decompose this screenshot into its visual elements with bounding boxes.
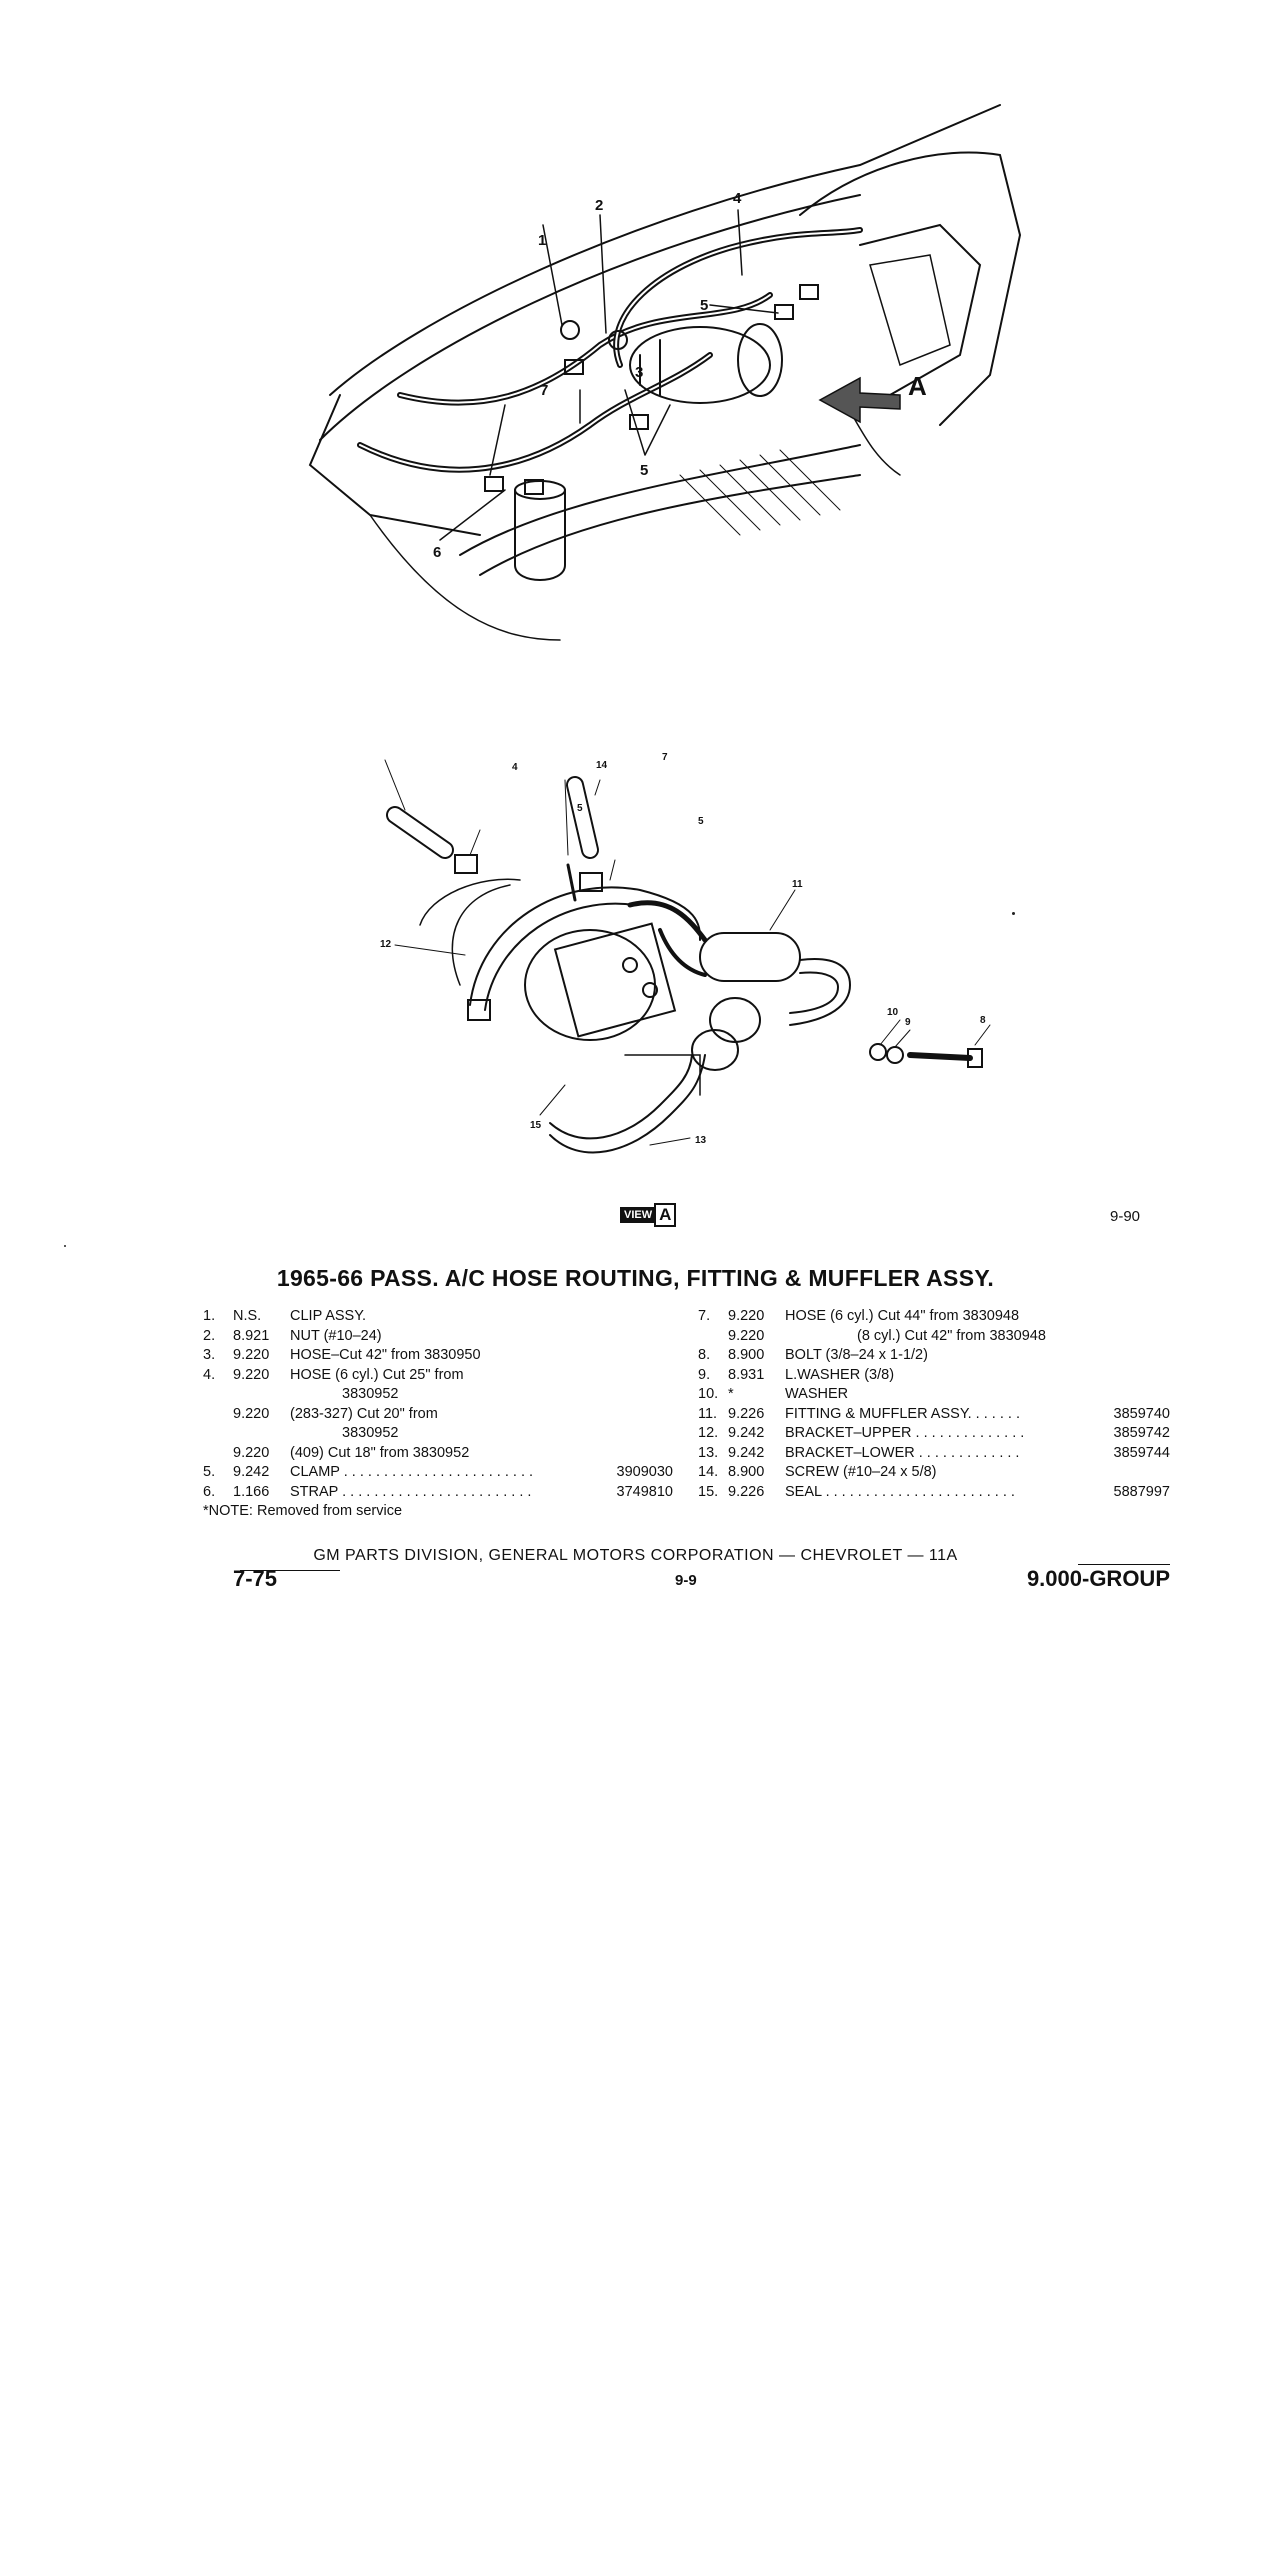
- item-number: [203, 1405, 233, 1425]
- item-code: 9.242: [233, 1464, 270, 1480]
- callout-1: 1: [538, 232, 547, 249]
- callout-4: 4: [733, 190, 742, 207]
- part-number: [601, 1424, 673, 1444]
- footer-rule-right: [1078, 1564, 1170, 1565]
- view-marker-a: A: [908, 371, 927, 401]
- item-description: (8 cyl.) Cut 42" from 3830948: [857, 1327, 1046, 1344]
- item-code: 1.166: [233, 1483, 270, 1500]
- item-number: 8.: [698, 1347, 711, 1363]
- part-row: [203, 1483, 673, 1503]
- part-number: [601, 1366, 673, 1386]
- item-code: 9.220: [233, 1347, 270, 1363]
- item-number: 14.: [698, 1464, 719, 1480]
- callout-5a: 5: [700, 297, 709, 314]
- page-number-left: 7-75: [233, 1566, 278, 1591]
- callout-b-13: 13: [695, 1135, 707, 1146]
- callout-overlay-5: 5: [577, 803, 583, 814]
- item-description: BRACKET–UPPER . . . . . . . . . . . . . .: [785, 1425, 1025, 1441]
- callout-b-10: 10: [887, 1007, 899, 1018]
- part-row: [698, 1424, 1170, 1444]
- callout-6: 6: [433, 544, 442, 561]
- item-code: 9.220: [233, 1405, 270, 1422]
- part-number: 3859744: [1113, 1444, 1170, 1461]
- item-code: 9.220: [728, 1308, 765, 1324]
- part-number: [1098, 1385, 1170, 1405]
- item-description: HOSE (6 cyl.) Cut 44" from 3830948: [785, 1308, 1020, 1324]
- item-description: STRAP . . . . . . . . . . . . . . . . . . . . . . . .: [290, 1483, 532, 1500]
- part-row: [203, 1327, 673, 1347]
- item-number: 7.: [698, 1308, 711, 1324]
- item-number: 13.: [698, 1444, 719, 1461]
- part-row: [698, 1385, 1170, 1405]
- part-row-continued: [203, 1405, 673, 1425]
- item-code: 8.900: [728, 1464, 765, 1480]
- part-row-continued: [203, 1444, 673, 1464]
- item-code: 9.242: [728, 1425, 765, 1441]
- item-number: [203, 1424, 233, 1444]
- item-description: HOSE (6 cyl.) Cut 25" from: [290, 1366, 464, 1383]
- item-number: [203, 1444, 233, 1464]
- item-number: 3.: [203, 1347, 216, 1363]
- item-description: L.WASHER (3/8): [785, 1366, 895, 1383]
- part-row-continued: [203, 1424, 673, 1444]
- part-number: 3859740: [1113, 1405, 1170, 1422]
- item-code: 9.226: [728, 1405, 765, 1422]
- item-description: 3830952: [342, 1425, 399, 1441]
- view-label: VIEW: [620, 1207, 656, 1223]
- item-number: [203, 1385, 233, 1405]
- item-number: 4.: [203, 1366, 216, 1383]
- callout-b-12: 12: [380, 939, 392, 950]
- callout-overlay-14: 14: [596, 760, 608, 771]
- item-number: 6.: [203, 1483, 216, 1500]
- item-number: 12.: [698, 1425, 719, 1441]
- part-number: [601, 1444, 673, 1464]
- callout-7: 7: [540, 382, 549, 399]
- part-row: [203, 1346, 673, 1366]
- part-row: [698, 1346, 1170, 1366]
- part-number: [601, 1307, 673, 1327]
- item-description: CLAMP . . . . . . . . . . . . . . . . . . . . . . . .: [290, 1464, 534, 1480]
- part-row: [698, 1483, 1170, 1503]
- part-row: [698, 1444, 1170, 1464]
- item-description: WASHER: [785, 1386, 849, 1402]
- figure-number: 9-90: [1110, 1208, 1141, 1225]
- part-number: [601, 1385, 673, 1405]
- item-code: 8.921: [233, 1327, 270, 1344]
- footer-division: GM PARTS DIVISION, GENERAL MOTORS CORPORATION — CHEVROLET — 11A: [313, 1547, 958, 1564]
- item-number: 1.: [203, 1308, 216, 1324]
- speck: [64, 1245, 66, 1247]
- part-number: 3749810: [616, 1483, 673, 1500]
- item-description: NUT (#10–24): [290, 1327, 382, 1344]
- item-description: (283-327) Cut 20" from: [290, 1405, 438, 1422]
- speck: [1012, 912, 1015, 915]
- callout-b-11: 11: [792, 879, 803, 890]
- item-number: 5.: [203, 1464, 216, 1480]
- item-code: *: [728, 1386, 734, 1402]
- item-description: SEAL . . . . . . . . . . . . . . . . . . . . . . . .: [785, 1483, 1015, 1500]
- item-description: FITTING & MUFFLER ASSY. . . . . . .: [785, 1405, 1020, 1422]
- parts-list-right: [698, 1307, 1170, 1502]
- part-number: [1098, 1366, 1170, 1386]
- item-description: SCREW (#10–24 x 5/8): [785, 1464, 937, 1480]
- part-row: [203, 1307, 673, 1327]
- item-code: [233, 1385, 290, 1405]
- part-row: [698, 1463, 1170, 1483]
- item-code: 8.931: [728, 1366, 765, 1383]
- page-title: 1965-66 PASS. A/C HOSE ROUTING, FITTING & MUFFLER ASSY.: [276, 1265, 995, 1291]
- footnote: *NOTE: Removed from service: [203, 1503, 403, 1519]
- view-a-label: [620, 1203, 676, 1227]
- part-number: 3859742: [1113, 1425, 1170, 1441]
- item-number: 9.: [698, 1366, 711, 1383]
- item-description: CLIP ASSY.: [290, 1308, 367, 1324]
- part-number: [1098, 1327, 1170, 1347]
- part-row-continued: [203, 1385, 673, 1405]
- item-description: BRACKET–LOWER . . . . . . . . . . . . .: [785, 1444, 1020, 1461]
- part-number: [1098, 1346, 1170, 1366]
- part-row: [203, 1463, 673, 1483]
- page-number-center: 9-9: [675, 1572, 697, 1589]
- group-label: 9.000-GROUP: [1026, 1566, 1170, 1591]
- callout-3: 3: [635, 364, 644, 381]
- item-description: (409) Cut 18" from 3830952: [290, 1444, 470, 1461]
- callout-overlay-7: 7: [662, 752, 668, 763]
- item-code: 9.220: [728, 1327, 765, 1344]
- item-code: 9.220: [233, 1444, 270, 1461]
- part-row: [698, 1366, 1170, 1386]
- item-number: 11.: [698, 1405, 718, 1422]
- view-letter: A: [654, 1203, 676, 1227]
- item-number: 15.: [698, 1483, 719, 1500]
- part-row: [698, 1405, 1170, 1425]
- part-row: [698, 1307, 1170, 1327]
- item-number: 2.: [203, 1327, 216, 1344]
- callout-overlay-5c: 5: [698, 816, 704, 827]
- item-number: 10.: [698, 1386, 719, 1402]
- item-code: 8.900: [728, 1347, 765, 1363]
- part-number: 3909030: [616, 1464, 673, 1480]
- part-number: 5887997: [1113, 1483, 1170, 1500]
- item-description: 3830952: [342, 1386, 399, 1402]
- callout-b-9: 9: [905, 1017, 911, 1028]
- item-number: [698, 1327, 728, 1347]
- hose-routing-illustration: [300, 95, 1060, 640]
- item-code: 9.226: [728, 1483, 765, 1500]
- part-number: [1098, 1307, 1170, 1327]
- callout-5b: 5: [640, 462, 649, 479]
- callout-b-15: 15: [530, 1120, 542, 1131]
- item-code: N.S.: [233, 1308, 262, 1324]
- part-row-continued: [698, 1327, 1170, 1347]
- item-code: 9.220: [233, 1366, 270, 1383]
- item-description: BOLT (3/8–24 x 1-1/2): [785, 1347, 928, 1363]
- part-number: [1098, 1463, 1170, 1483]
- part-number: [601, 1327, 673, 1347]
- part-number: [601, 1346, 673, 1366]
- item-code: 9.242: [728, 1444, 765, 1461]
- callout-overlay-4: 4: [512, 762, 518, 773]
- part-row: [203, 1366, 673, 1386]
- callout-2: 2: [595, 197, 604, 214]
- item-description: HOSE–Cut 42" from 3830950: [290, 1347, 481, 1363]
- parts-list-left: [203, 1307, 673, 1502]
- item-code: [233, 1424, 290, 1444]
- callout-b-8: 8: [980, 1015, 986, 1026]
- part-number: [601, 1405, 673, 1425]
